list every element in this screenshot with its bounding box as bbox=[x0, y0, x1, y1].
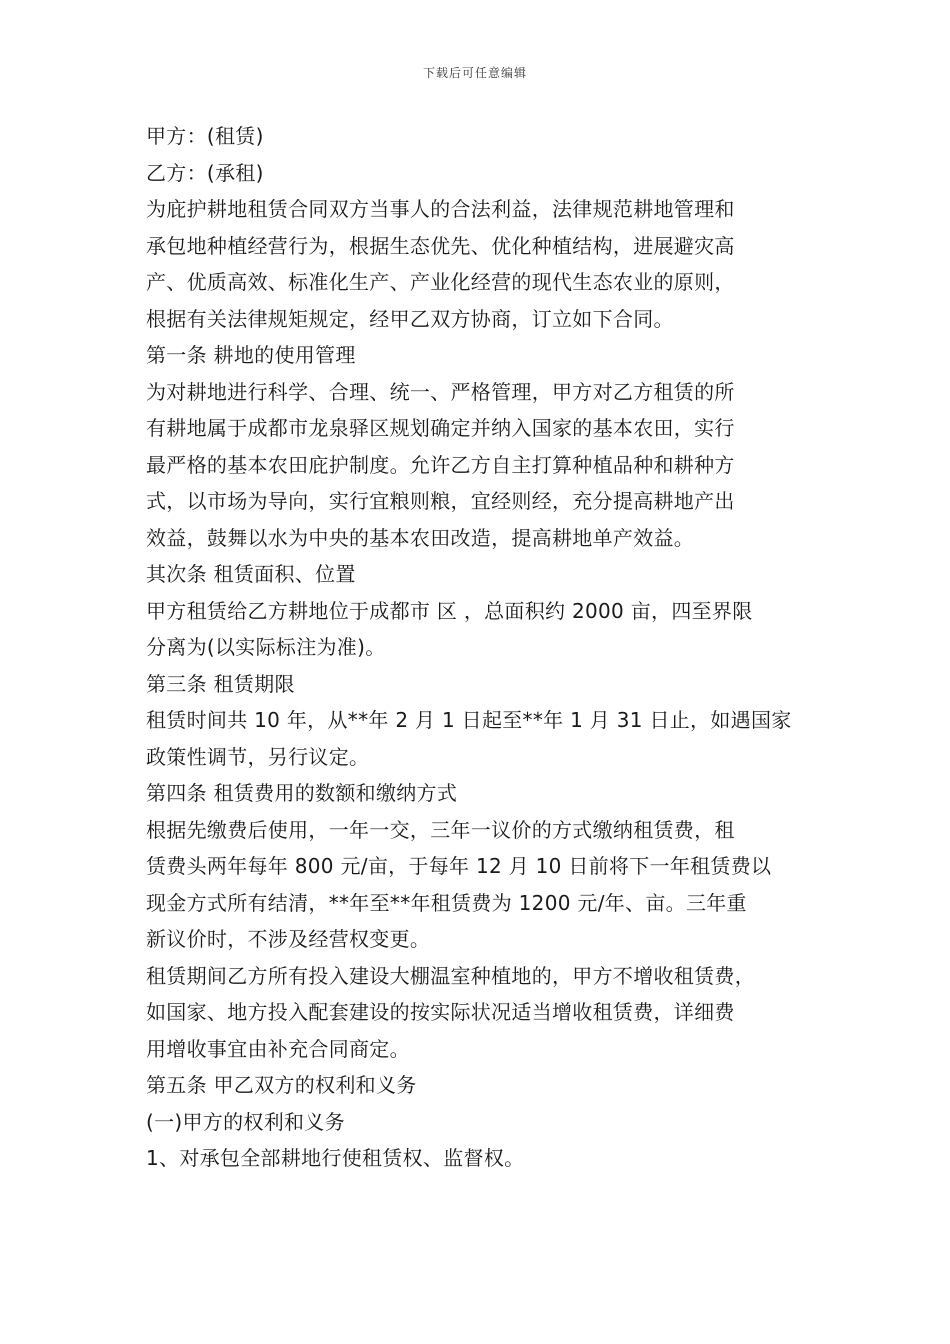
article-4-paragraph-line: 如国家、地方投入配套建设的按实际状况适当增收租赁费，详细费 bbox=[146, 1000, 735, 1024]
article-4-paragraph-line: 新议价时，不涉及经营权变更。 bbox=[146, 927, 431, 951]
article-1-paragraph-line: 效益，鼓舞以水为中央的基本农田改造，提高耕地单产效益。 bbox=[146, 525, 695, 550]
article-5-heading: 第五条 甲乙双方的权利和义务 bbox=[146, 1073, 417, 1097]
article-2-heading: 其次条 租赁面积、位置 bbox=[146, 562, 356, 586]
article-5-item: 1、对承包全部耕地行使租赁权、监督权。 bbox=[146, 1146, 525, 1170]
article-4-paragraph-line: 用增收事宜由补充合同商定。 bbox=[146, 1036, 410, 1061]
article-2-paragraph-line: 甲方租赁给乙方耕地位于成都市 区 ，总面积约 2000 亩，四至界限 bbox=[146, 598, 753, 623]
intro-paragraph-line: 根据有关法律规矩规定，经甲乙双方协商，订立如下合同。 bbox=[146, 306, 674, 331]
article-4-paragraph-line: 现金方式所有结清，**年至**年租赁费为 1200 元/年、亩。三年重 bbox=[146, 890, 747, 915]
page-header-note: 下载后可任意编辑 bbox=[422, 66, 527, 80]
article-1-heading: 第一条 耕地的使用管理 bbox=[146, 343, 356, 367]
article-1-paragraph-line: 式，以市场为导向，实行宜粮则粮，宜经则经，充分提高耕地产出 bbox=[146, 489, 735, 513]
article-1-paragraph-line: 最严格的基本农田庇护制度。允许乙方自主打算种植品种和耕种方 bbox=[146, 452, 735, 477]
article-4-paragraph-line: 租赁期间乙方所有投入建设大棚温室种植地的，甲方不增收租赁费， bbox=[146, 963, 755, 988]
party-b-line: 乙方：(承租) bbox=[146, 160, 264, 185]
article-1-paragraph-line: 有耕地属于成都市龙泉驿区规划确定并纳入国家的基本农田，实行 bbox=[146, 416, 735, 440]
article-2-paragraph-line: 分离为(以实际标注为准)。 bbox=[146, 635, 386, 659]
party-a-line: 甲方：(租赁) bbox=[146, 124, 264, 148]
article-5-subheading: (一)甲方的权利和义务 bbox=[146, 1109, 345, 1134]
contract-body bbox=[146, 118, 808, 1177]
article-4-heading: 第四条 租赁费用的数额和缴纳方式 bbox=[146, 781, 458, 805]
article-1-paragraph-line: 为对耕地进行科学、合理、统一、严格管理，甲方对乙方租赁的所 bbox=[146, 379, 735, 404]
article-3-paragraph-line: 政策性调节，另行议定。 bbox=[146, 744, 370, 769]
article-3-heading: 第三条 租赁期限 bbox=[146, 671, 295, 696]
article-4-paragraph-line: 赁费头两年每年 800 元/亩，于每年 12 月 10 日前将下一年租赁费以 bbox=[146, 854, 772, 878]
intro-paragraph-line: 为庇护耕地租赁合同双方当事人的合法利益，法律规范耕地管理和 bbox=[146, 197, 735, 221]
intro-paragraph-line: 产、优质高效、标准化生产、产业化经营的现代生态农业的原则， bbox=[146, 270, 735, 294]
article-4-paragraph-line: 根据先缴费后使用，一年一交，三年一议价的方式缴纳租赁费，租 bbox=[146, 817, 735, 842]
intro-paragraph-line: 承包地种植经营行为，根据生态优先、优化种植结构，进展避灾高 bbox=[146, 233, 735, 258]
article-3-paragraph-line: 租赁时间共 10 年，从**年 2 月 1 日起至**年 1 月 31 日止，如遇国家 bbox=[146, 708, 792, 732]
